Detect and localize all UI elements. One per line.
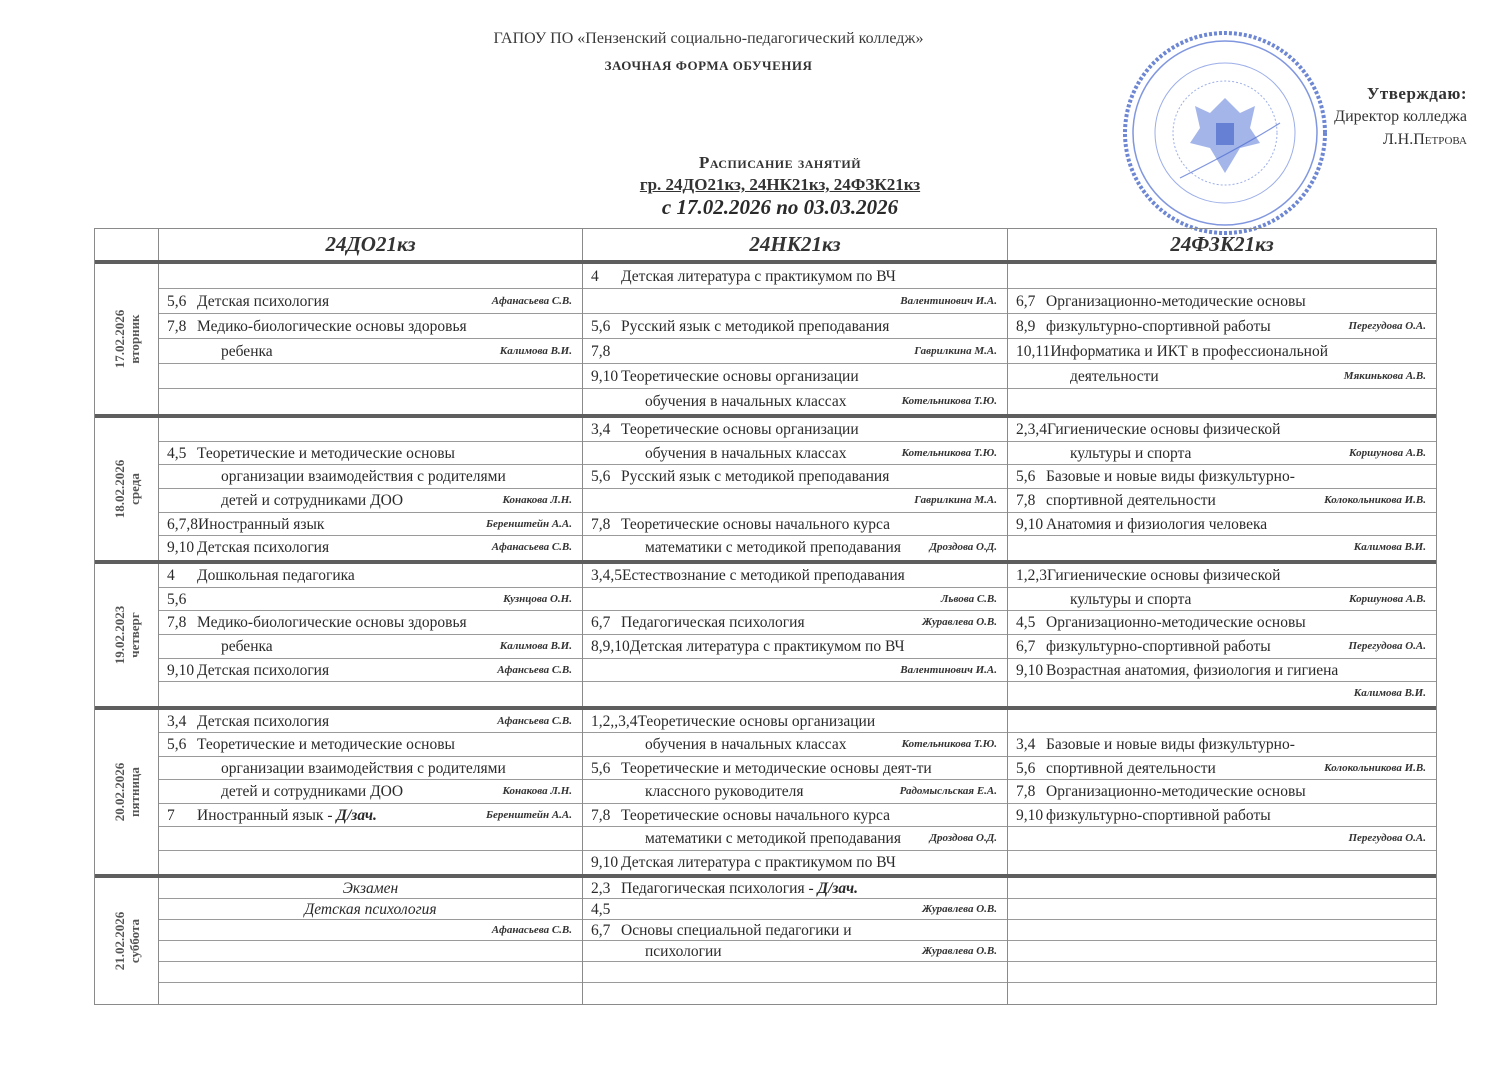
date-cell <box>95 418 159 560</box>
lesson-line <box>583 899 1007 920</box>
lesson-line <box>159 780 582 803</box>
teacher-name: Перегудова О.А. <box>1348 320 1426 332</box>
subject-text: обучения в начальных классах <box>645 393 847 410</box>
teacher-name: Конакова Л.Н. <box>502 785 572 798</box>
subject-text: математики с методикой преподавания <box>645 539 901 557</box>
subject-text: Базовые и новые виды физкультурно- <box>1046 736 1295 754</box>
lesson-numbers: 3,4 <box>167 713 187 730</box>
teacher-name: Коршунова А.В. <box>1349 446 1426 459</box>
teacher-name: Валентинович И.А. <box>900 295 997 307</box>
lesson-line <box>583 851 1007 874</box>
lesson-line <box>159 757 582 780</box>
lesson-numbers: 6,7 <box>1016 637 1036 655</box>
lesson-line <box>159 941 582 962</box>
lesson-numbers: 6,7 <box>591 614 611 632</box>
lesson-line <box>583 920 1007 941</box>
lesson-line <box>583 780 1007 803</box>
lesson-line <box>1008 899 1436 920</box>
date-label <box>112 606 142 665</box>
subject-text: ребенка <box>221 637 273 655</box>
subject-text: Теоретические и методические основы деят-ти <box>621 759 932 777</box>
subject-text: Педагогическая психология <box>621 614 805 632</box>
lesson-line <box>1008 564 1436 588</box>
lesson-numbers: 4 <box>167 567 175 584</box>
lesson-line <box>583 827 1007 850</box>
lesson-numbers: 4 <box>591 268 599 285</box>
lesson-numbers: 10,11 <box>1016 343 1051 360</box>
lesson-line <box>583 659 1007 683</box>
lesson-numbers: 4,5 <box>591 901 611 918</box>
subject-text: Естествознание с методикой преподавания <box>622 567 905 584</box>
lesson-line <box>1008 941 1436 962</box>
day-row <box>95 710 1436 878</box>
teacher-name: Афанасьева С.В. <box>491 924 572 936</box>
lesson-line <box>583 564 1007 588</box>
subject-text: Медико-биологические основы здоровья <box>197 614 467 632</box>
column-header-group-1: 24ДО21кз <box>159 229 583 260</box>
subject-text: Теоретические основы организации <box>621 368 859 385</box>
lesson-line <box>159 851 582 874</box>
lesson-numbers: 6,7 <box>591 922 611 939</box>
approval-position: Директор колледжа <box>1334 108 1467 125</box>
credit-mark: Д/зач. <box>336 806 377 824</box>
lesson-line <box>583 611 1007 635</box>
date-cell <box>95 264 159 414</box>
lesson-numbers: 3,4 <box>1016 736 1036 754</box>
subject-text: Теоретические основы начального курса <box>621 806 890 824</box>
teacher-name: Дроздова О.Д. <box>929 832 997 845</box>
subject-text: Детская психология <box>197 713 330 730</box>
lesson-line <box>159 364 582 389</box>
subject-text: культуры и спорта <box>1070 590 1192 608</box>
lesson-numbers: 3,4,5 <box>591 567 622 584</box>
lesson-line <box>583 264 1007 289</box>
group-cell-3 <box>1008 564 1436 706</box>
subject-text: Детская психология <box>197 661 330 679</box>
date-cell <box>95 564 159 706</box>
subject-text: физкультурно-спортивной работы <box>1046 806 1271 824</box>
teacher-name: Калимова В.И. <box>1353 687 1426 700</box>
lesson-line <box>583 364 1007 389</box>
teacher-name: Котельникова Т.Ю. <box>901 738 997 751</box>
lesson-line <box>583 757 1007 780</box>
lesson-line <box>1008 804 1436 827</box>
teacher-name: Котельникова Т.Ю. <box>901 395 997 407</box>
subject-text: обучения в начальных классах <box>645 736 847 754</box>
lesson-line <box>159 264 582 289</box>
group-cell-3 <box>1008 418 1436 560</box>
lesson-line <box>159 878 582 899</box>
lesson-numbers: 9,10 <box>1016 661 1044 679</box>
lesson-line <box>583 941 1007 962</box>
subject-text: физкультурно-спортивной работы <box>1046 637 1271 655</box>
lesson-line <box>583 339 1007 364</box>
lesson-line <box>583 804 1007 827</box>
subject-text: Теоретические и методические основы <box>197 444 455 462</box>
lesson-line <box>159 733 582 756</box>
teacher-name: Калимова В.И. <box>499 345 572 357</box>
days-container <box>95 264 1436 1004</box>
lesson-numbers: 8,9,10 <box>591 637 630 655</box>
lesson-line <box>159 804 582 827</box>
weekday-value: пятница <box>126 767 142 817</box>
lesson-line <box>1008 339 1436 364</box>
subject-text: Детская психология <box>197 293 330 310</box>
lesson-line <box>159 899 582 920</box>
lesson-line <box>583 465 1007 489</box>
group-cell-1 <box>159 710 583 874</box>
lesson-line <box>1008 757 1436 780</box>
lesson-line <box>583 442 1007 466</box>
day-row <box>95 878 1436 1004</box>
lesson-line <box>159 489 582 513</box>
lesson-line <box>1008 314 1436 339</box>
column-header-group-3: 24ФЗК21кз <box>1170 232 1274 256</box>
lesson-line <box>1008 289 1436 314</box>
lesson-line <box>159 659 582 683</box>
lesson-numbers: 7 <box>167 806 175 824</box>
lesson-line <box>583 710 1007 733</box>
lesson-line <box>159 611 582 635</box>
lesson-line <box>159 635 582 659</box>
teacher-name: Афанасьева С.В. <box>491 295 572 307</box>
subject-text: Иностранный язык - <box>197 806 337 824</box>
subject-text: Экзамен <box>342 880 399 897</box>
lesson-numbers: 9,10 <box>1016 806 1044 824</box>
lesson-line <box>1008 418 1436 442</box>
subject-text: Гигиенические основы физической <box>1047 421 1281 438</box>
date-value: 20.02.2026 <box>111 762 127 822</box>
subject-text: Детская литература с практикумом по ВЧ <box>629 637 905 655</box>
subject-text: организации взаимодействия с родителями <box>221 759 506 777</box>
subject-text: Организационно-методические основы <box>1046 293 1306 310</box>
teacher-name: Перегудова О.А. <box>1348 639 1426 652</box>
lesson-numbers: 4,5 <box>1016 614 1036 632</box>
lesson-line <box>1008 780 1436 803</box>
subject-text: детей и сотрудниками ДОО <box>221 491 404 509</box>
teacher-name: Радомысльская Е.А. <box>899 785 997 798</box>
lesson-line <box>159 442 582 466</box>
teacher-name: Афанасьева С.В. <box>491 541 572 554</box>
lesson-line <box>159 339 582 364</box>
lesson-numbers: 5,6 <box>591 318 611 335</box>
teacher-name: Колокольникова И.В. <box>1324 761 1426 774</box>
lesson-line <box>583 682 1007 706</box>
lesson-line <box>1008 920 1436 941</box>
group-cell-3 <box>1008 878 1436 1004</box>
lesson-line <box>159 418 582 442</box>
date-header-cell <box>95 229 159 260</box>
subject-text: Анатомия и физиология человека <box>1046 515 1268 533</box>
lesson-line <box>159 314 582 339</box>
teacher-name: Журавлева О.В. <box>922 616 997 629</box>
teacher-name: Валентинович И.А. <box>900 663 997 676</box>
subject-text: Теоретические и методические основы <box>197 736 455 754</box>
date-label <box>112 310 142 369</box>
lesson-line <box>159 682 582 706</box>
teacher-name: Котельникова Т.Ю. <box>901 446 997 459</box>
lesson-numbers: 7,8 <box>167 318 187 335</box>
teacher-name: Афансьева С.В. <box>497 715 572 727</box>
lesson-line <box>1008 364 1436 389</box>
subject-text: Организационно-методические основы <box>1046 614 1306 632</box>
subject-text: Детская психология <box>304 901 437 918</box>
lesson-line <box>159 983 582 1004</box>
lesson-numbers: 5,6 <box>591 759 611 777</box>
stamp-seal-icon <box>1120 28 1330 238</box>
credit-mark: Д/зач. <box>817 880 858 897</box>
lesson-line <box>583 733 1007 756</box>
weekday-value: четверг <box>126 612 142 658</box>
group-cell-2 <box>583 710 1008 874</box>
lesson-numbers: 5,6 <box>591 468 611 486</box>
lesson-line <box>1008 635 1436 659</box>
subject-text: Возрастная анатомия, физиология и гигиена <box>1046 661 1339 679</box>
lesson-numbers: 7,8 <box>591 343 611 360</box>
lesson-line <box>1008 588 1436 612</box>
subject-text: Детская психология <box>197 539 330 557</box>
lesson-line <box>1008 611 1436 635</box>
lesson-line <box>583 513 1007 537</box>
date-label <box>112 912 142 971</box>
lesson-numbers: 5,6 <box>1016 468 1036 486</box>
lesson-numbers: 9,10 <box>591 368 619 385</box>
subject-text: спортивной деятельности <box>1046 759 1216 777</box>
subject-text: Теоретические основы организации <box>637 713 876 730</box>
lesson-line <box>159 465 582 489</box>
lesson-numbers: 5,6 <box>167 590 187 608</box>
lesson-numbers: 1,2,,3,4 <box>591 713 638 730</box>
lesson-numbers: 9,10 <box>591 853 619 871</box>
lesson-numbers: 1,2,3 <box>1016 567 1047 584</box>
lesson-line <box>583 536 1007 560</box>
approval-name: Л.Н.Петрова <box>1382 131 1467 148</box>
lesson-numbers: 7,8 <box>1016 783 1036 801</box>
lesson-line <box>159 827 582 850</box>
teacher-name: Колокольникова И.В. <box>1324 493 1426 506</box>
lesson-line <box>159 710 582 733</box>
form-of-study: ЗАОЧНАЯ ФОРМА ОБУЧЕНИЯ <box>604 58 813 73</box>
date-value: 21.02.2026 <box>111 911 127 971</box>
lesson-numbers: 4,5 <box>167 444 187 462</box>
lesson-numbers: 9,10 <box>1016 515 1044 533</box>
lesson-line <box>1008 659 1436 683</box>
lesson-line <box>159 536 582 560</box>
teacher-name: Перегудова О.А. <box>1348 832 1426 845</box>
schedule-period: с 17.02.2026 по 03.03.2026 <box>661 195 899 219</box>
lesson-numbers: 2,3 <box>591 880 611 897</box>
lesson-numbers: 3,4 <box>591 421 611 438</box>
lesson-line <box>159 289 582 314</box>
lesson-line <box>583 588 1007 612</box>
lesson-line <box>159 962 582 983</box>
group-cell-2 <box>583 264 1008 414</box>
date-label <box>112 460 142 519</box>
group-cell-3 <box>1008 710 1436 874</box>
schedule-groups: гр. 24ДО21кз, 24НК21кз, 24ФЗК21кз <box>639 175 921 194</box>
subject-text: Иностранный язык <box>198 515 325 533</box>
lesson-line <box>1008 389 1436 414</box>
subject-text: деятельности <box>1070 368 1159 385</box>
date-cell <box>95 710 159 874</box>
lesson-numbers: 5,6 <box>167 293 187 310</box>
day-row <box>95 418 1436 564</box>
lesson-numbers: 7,8 <box>1016 491 1036 509</box>
teacher-name: Гаврилкина М.А. <box>914 345 997 357</box>
lesson-numbers: 8,9 <box>1016 318 1036 335</box>
group-cell-3 <box>1008 264 1436 414</box>
lesson-line <box>1008 442 1436 466</box>
subject-text: Гигиенические основы физической <box>1047 567 1281 584</box>
teacher-name: Гаврилкина М.А. <box>914 493 997 506</box>
teacher-name: Дроздова О.Д. <box>929 541 997 554</box>
teacher-name: Кузнцова О.Н. <box>503 592 572 605</box>
lesson-line <box>583 983 1007 1004</box>
weekday-value: вторник <box>126 314 142 364</box>
weekday-value: суббота <box>126 918 142 964</box>
lesson-line <box>1008 489 1436 513</box>
lesson-line <box>1008 513 1436 537</box>
date-value: 17.02.2026 <box>111 309 127 369</box>
date-cell <box>95 878 159 1004</box>
subject-text: ребенка <box>221 343 273 360</box>
organization-name: ГАПОУ ПО «Пензенский социально-педагогический колледж» <box>493 30 924 47</box>
lesson-line <box>1008 536 1436 560</box>
teacher-name: Коршунова А.В. <box>1349 592 1426 605</box>
lesson-numbers: 5,6 <box>167 736 187 754</box>
group-cell-1 <box>159 564 583 706</box>
schedule-table <box>94 228 1437 1005</box>
lesson-numbers: 9,10 <box>167 661 195 679</box>
lesson-line <box>159 389 582 414</box>
subject-text: Информатика и ИКТ в профессиональной <box>1050 343 1329 360</box>
group-cell-2 <box>583 418 1008 560</box>
lesson-numbers: 6,7,8 <box>167 515 198 533</box>
teacher-name: Беренштейн А.А. <box>486 808 572 821</box>
lesson-line <box>583 418 1007 442</box>
teacher-name: Калимова В.И. <box>499 639 572 652</box>
lesson-numbers: 5,6 <box>1016 759 1036 777</box>
lesson-line <box>583 289 1007 314</box>
group-cell-1 <box>159 418 583 560</box>
lesson-line <box>583 489 1007 513</box>
lesson-line <box>1008 465 1436 489</box>
lesson-numbers: 2,3,4 <box>1016 421 1047 438</box>
lesson-line <box>1008 851 1436 874</box>
subject-text: культуры и спорта <box>1070 444 1192 462</box>
lesson-line <box>1008 733 1436 756</box>
column-header-group-2: 24НК21кз <box>583 229 1008 260</box>
lesson-line <box>1008 264 1436 289</box>
subject-text: физкультурно-спортивной работы <box>1046 318 1271 335</box>
lesson-numbers: 6,7 <box>1016 293 1036 310</box>
group-cell-2 <box>583 564 1008 706</box>
subject-text: Русский язык с методикой преподавания <box>621 318 890 335</box>
subject-text: классного руководителя <box>645 783 804 801</box>
subject-text: математики с методикой преподавания <box>645 830 901 848</box>
subject-text: Педагогическая психология - <box>621 880 818 897</box>
teacher-name: Афансьева С.В. <box>497 663 572 676</box>
lesson-numbers: 7,8 <box>591 806 611 824</box>
schedule-heading: Расписание занятий <box>698 153 862 172</box>
group-cell-2 <box>583 878 1008 1004</box>
date-value: 19.02.2023 <box>111 605 127 665</box>
subject-text: Детская литература с практикумом по ВЧ <box>621 853 896 871</box>
lesson-line <box>1008 682 1436 706</box>
teacher-name: Журавлева О.В. <box>922 945 997 957</box>
lesson-line <box>583 389 1007 414</box>
approval-block <box>1334 82 1467 151</box>
lesson-line <box>1008 827 1436 850</box>
lesson-numbers: 9,10 <box>167 539 195 557</box>
group-cell-1 <box>159 878 583 1004</box>
subject-text: детей и сотрудниками ДОО <box>221 783 404 801</box>
date-value: 18.02.2026 <box>111 459 127 519</box>
lesson-line <box>1008 962 1436 983</box>
day-row <box>95 264 1436 418</box>
lesson-line <box>583 314 1007 339</box>
teacher-name: Львова С.В. <box>940 592 997 605</box>
subject-text: Детская литература с практикумом по ВЧ <box>621 268 896 285</box>
teacher-name: Беренштейн А.А. <box>486 517 572 530</box>
subject-text: обучения в начальных классах <box>645 444 847 462</box>
lesson-line <box>159 920 582 941</box>
subject-text: Медико-биологические основы здоровья <box>197 318 467 335</box>
lesson-line <box>583 962 1007 983</box>
day-row <box>95 564 1436 710</box>
group-cell-1 <box>159 264 583 414</box>
date-label <box>112 763 142 822</box>
subject-text: спортивной деятельности <box>1046 491 1216 509</box>
teacher-name: Журавлева О.В. <box>922 903 997 915</box>
lesson-line <box>583 878 1007 899</box>
subject-text: Базовые и новые виды физкультурно- <box>1046 468 1295 486</box>
lesson-line <box>1008 878 1436 899</box>
lesson-line <box>583 635 1007 659</box>
weekday-value: среда <box>126 473 142 505</box>
lesson-line <box>1008 983 1436 1004</box>
subject-text: психологии <box>645 943 722 960</box>
subject-text: Теоретические основы организации <box>621 421 859 438</box>
teacher-name: Мякинькова А.В. <box>1343 370 1426 382</box>
lesson-line <box>159 564 582 588</box>
subject-text: Основы специальной педагогики и <box>621 922 852 939</box>
subject-text: Теоретические основы начального курса <box>621 515 890 533</box>
subject-text: организации взаимодействия с родителями <box>221 468 506 486</box>
lesson-line <box>1008 710 1436 733</box>
subject-text: Русский язык с методикой преподавания <box>621 468 890 486</box>
teacher-name: Калимова В.И. <box>1353 541 1426 554</box>
subject-text: Дошкольная педагогика <box>197 567 355 584</box>
approval-label: Утверждаю: <box>1366 84 1467 103</box>
lesson-line <box>159 588 582 612</box>
teacher-name: Конакова Л.Н. <box>502 493 572 506</box>
lesson-numbers: 7,8 <box>591 515 611 533</box>
schedule-title-block <box>560 153 1000 220</box>
lesson-numbers: 7,8 <box>167 614 187 632</box>
table-header-row <box>95 229 1436 264</box>
lesson-line <box>159 513 582 537</box>
subject-text: Организационно-методические основы <box>1046 783 1306 801</box>
